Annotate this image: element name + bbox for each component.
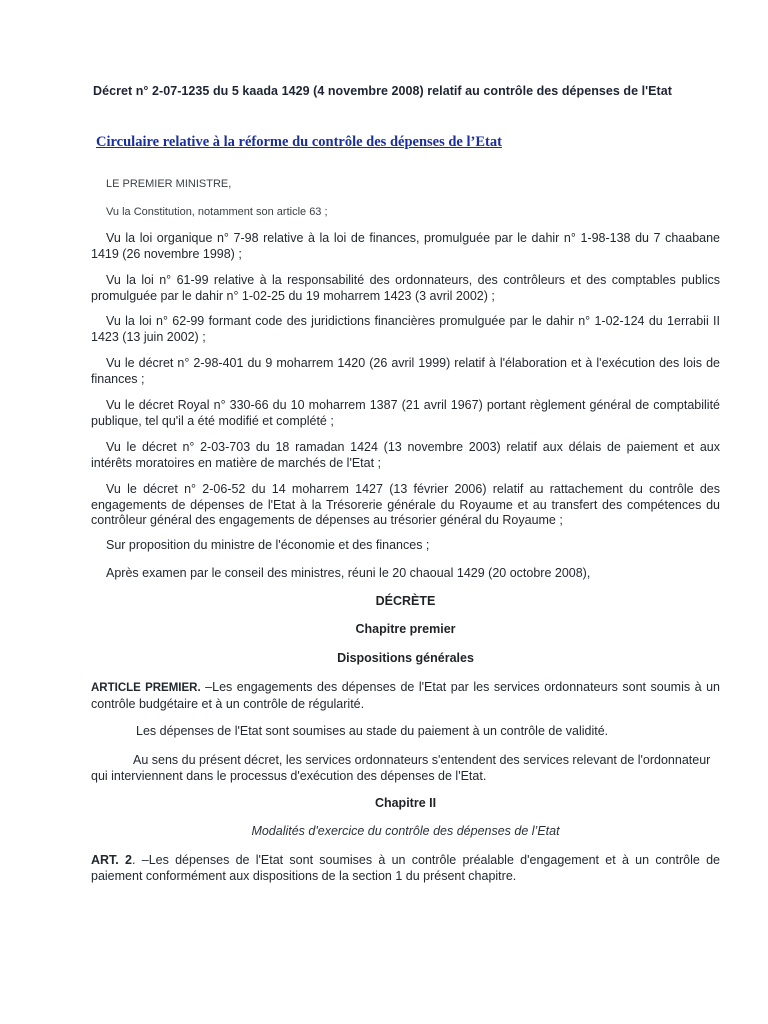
article-text: –Les engagements des dépenses de l'Etat par les services ordonnateurs sont soumis à un contrôle budgétaire et à un contrôle de régularité.	[91, 680, 720, 711]
visa-text: Vu le décret n° 2-98-401 du 9 moharrem 1420 (26 avril 1999) relatif à l'élaboration et à l'exécution des lois de finances ;	[91, 356, 720, 386]
visa-paragraph	[91, 356, 720, 387]
visa-paragraph	[91, 482, 720, 529]
article-2	[91, 853, 720, 884]
visa-text: Sur proposition du ministre de l'économie et des finances ;	[106, 538, 430, 552]
visa-paragraph	[91, 566, 720, 582]
article-paragraph: Les dépenses de l'Etat sont soumises au stade du paiement à un contrôle de validité.	[136, 724, 609, 738]
visa-text: Vu la loi organique n° 7-98 relative à la loi de finances, promulguée par le dahir n° 1-98-138 du 7 chaabane 1419 (26 novembre 1998) ;	[91, 231, 720, 261]
visa-text: Après examen par le conseil des ministres, réuni le 20 chaoual 1429 (20 octobre 2008),	[106, 566, 591, 580]
decrete-heading: DÉCRÈTE	[375, 594, 436, 608]
decree-title: Décret n° 2-07-1235 du 5 kaada 1429 (4 novembre 2008) relatif au contrôle des dépenses de l'Etat	[93, 84, 672, 98]
visa-text: Vu le décret Royal n° 330-66 du 10 moharrem 1387 (21 avril 1967) portant règlement général de comptabilité publique, tel qu'il a été modifié et complété ;	[91, 398, 720, 428]
visa-text: Vu le décret n° 2-03-703 du 18 ramadan 1424 (13 novembre 2003) relatif aux délais de paiement et aux intérêts moratoires en matière de marchés de l'Etat ;	[91, 440, 720, 470]
visa-paragraph	[91, 538, 720, 554]
visa-constitution: Vu la Constitution, notamment son article 63 ;	[106, 206, 328, 218]
visa-paragraph	[91, 273, 720, 304]
visa-paragraph	[91, 440, 720, 471]
premier-ministre-heading: LE PREMIER MINISTRE,	[106, 178, 232, 190]
visa-paragraph	[91, 314, 720, 345]
chapter-heading: Chapitre premier	[355, 622, 456, 636]
visa-text: Vu la loi n° 62-99 formant code des juridictions financières promulguée par le dahir n° 1-02-124 du 1errabii II 1423 (13 juin 2002) ;	[91, 314, 720, 344]
visa-paragraph	[91, 231, 720, 262]
article-paragraph	[91, 753, 720, 784]
visa-paragraph	[91, 398, 720, 429]
circular-title-link[interactable]: Circulaire relative à la réforme du contrôle des dépenses de l’Etat	[96, 134, 502, 150]
visa-text: Vu la loi n° 61-99 relative à la responsabilité des ordonnateurs, des contrôleurs et des comptables publics promulguée par le dahir n° 1-02-25 du 19 moharrem 1423 (3 avril 2002) ;	[91, 273, 720, 303]
article-premier	[91, 680, 720, 712]
section-heading: Modalités d'exercice du contrôle des dépenses de l’Etat	[251, 824, 560, 838]
article-label: ART. 2	[91, 853, 132, 867]
visa-text: Vu le décret n° 2-06-52 du 14 moharrem 1427 (13 février 2006) relatif au rattachement du contrôle des engagements de dépenses de l'Etat à la Trésorerie générale du Royaume et au transfert des compétences du contrôleur général des engagements de dépenses au trésorier général du Royaume ;	[91, 482, 720, 527]
chapter-heading: Chapitre II	[374, 796, 437, 810]
article-text: Au sens du présent décret, les services ordonnateurs s'entendent des services relevant de l'ordonnateur qui interviennent dans le processus d'exécution des dépenses de l'Etat.	[91, 753, 711, 783]
section-heading: Dispositions générales	[337, 651, 474, 665]
article-label: ARTICLE PREMIER.	[91, 682, 201, 694]
article-text: . –Les dépenses de l'Etat sont soumises à un contrôle préalable d'engagement et à un contrôle de paiement conformément aux dispositions de la section 1 du présent chapitre.	[91, 853, 720, 883]
